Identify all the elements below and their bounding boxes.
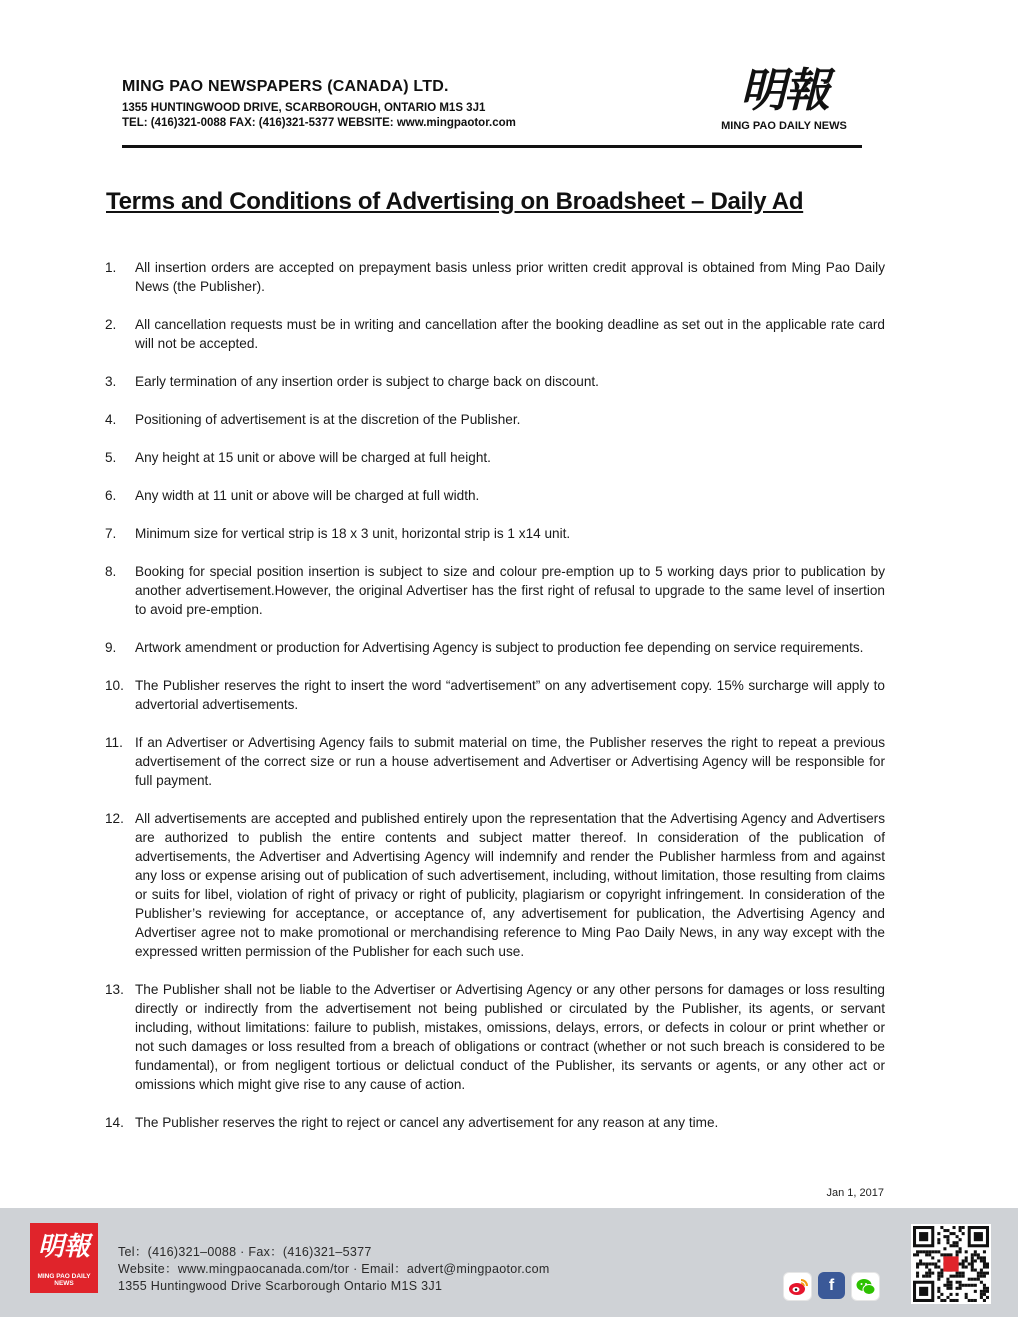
term-number: 13. bbox=[105, 982, 124, 997]
term-item bbox=[105, 809, 885, 961]
footer-website-email: Website：www.mingpaocanada.com/tor · Email：advert@mingpaotor.com bbox=[118, 1262, 550, 1276]
footer-logo-chinese: 明報 bbox=[37, 1232, 90, 1262]
term-text: Minimum size for vertical strip is 18 x 3 unit, horizontal strip is 1 x14 unit. bbox=[135, 526, 571, 541]
term-text: Artwork amendment or production for Advertising Agency is subject to production fee depending on service requirements. bbox=[135, 640, 864, 655]
term-number: 4. bbox=[105, 412, 117, 427]
footer-logo-english: MING PAO DAILY NEWS bbox=[37, 1273, 91, 1287]
term-number: 1. bbox=[105, 260, 117, 275]
header-divider bbox=[122, 145, 862, 148]
term-item bbox=[105, 372, 885, 391]
company-address: 1355 HUNTINGWOOD DRIVE, SCARBOROUGH, ONTARIO M1S 3J1 bbox=[122, 102, 486, 114]
term-text: All cancellation requests must be in writing and cancellation after the booking deadline as set out in the applicable rate card will not be accepted. bbox=[135, 317, 885, 351]
term-item bbox=[105, 1113, 885, 1132]
term-number: 9. bbox=[105, 640, 117, 655]
footer-contact-info bbox=[118, 1244, 550, 1295]
qr-code bbox=[911, 1224, 991, 1304]
logo-english: MING PAO DAILY NEWS bbox=[721, 120, 847, 132]
document-date: Jan 1, 2017 bbox=[826, 1187, 884, 1199]
term-number: 7. bbox=[105, 526, 117, 541]
wechat-icon[interactable] bbox=[851, 1272, 880, 1301]
footer-phone-fax: Tel：(416)321–0088 · Fax：(416)321–5377 bbox=[118, 1245, 372, 1259]
term-item bbox=[105, 562, 885, 619]
term-item bbox=[105, 733, 885, 790]
term-number: 14. bbox=[105, 1115, 124, 1130]
term-number: 8. bbox=[105, 564, 117, 579]
term-text: Any width at 11 unit or above will be charged at full width. bbox=[135, 488, 480, 503]
term-number: 2. bbox=[105, 317, 117, 332]
terms-list bbox=[105, 258, 885, 1151]
facebook-icon[interactable]: f bbox=[818, 1272, 845, 1299]
term-number: 11. bbox=[105, 735, 123, 750]
footer-logo bbox=[30, 1223, 98, 1293]
term-item bbox=[105, 410, 885, 429]
company-contact: TEL: (416)321-0088 FAX: (416)321-5377 WEBSITE: www.mingpaotor.com bbox=[122, 117, 516, 129]
term-text: The Publisher reserves the right to reject or cancel any advertisement for any reason at any time. bbox=[135, 1115, 719, 1130]
term-number: 12. bbox=[105, 811, 124, 826]
social-links bbox=[783, 1272, 880, 1301]
company-name: MING PAO NEWSPAPERS (CANADA) LTD. bbox=[122, 78, 449, 95]
footer-bar bbox=[0, 1208, 1018, 1317]
term-text: The Publisher reserves the right to insert the word “advertisement” on any advertisement copy. 15% surcharge will apply to advertorial advertisements. bbox=[135, 678, 885, 712]
term-text: Early termination of any insertion order is subject to charge back on discount. bbox=[135, 374, 599, 389]
term-item bbox=[105, 258, 885, 296]
weibo-icon[interactable] bbox=[783, 1272, 812, 1301]
term-text: Any height at 15 unit or above will be charged at full height. bbox=[135, 450, 491, 465]
term-text: The Publisher shall not be liable to the Advertiser or Advertising Agency or any other persons for damages or loss resulting directly or indirectly from the advertisement not being published or circulated by the Publisher, its agents, or servant including, without limitations: failure to publish, mistakes, omissions, delays, errors, or defects in colour or print whether or not such damages or loss resulted from a breach of obligations or contract (whether or not such breach is considered to be fundamental), or from negligent tortious or delictual conduct of the Publisher, its servants or agents, or any other act or omissions which might give rise to any cause of action. bbox=[135, 982, 885, 1092]
footer-address: 1355 Huntingwood Drive Scarborough Ontario M1S 3J1 bbox=[118, 1279, 443, 1293]
term-number: 6. bbox=[105, 488, 117, 503]
term-number: 5. bbox=[105, 450, 117, 465]
term-text: Booking for special position insertion is subject to size and colour pre-emption up to 5 working days prior to publication by another advertisement.However, the original Advertiser has the first right of refusal to upgrade to the same level of insertion to avoid pre-emption. bbox=[135, 564, 885, 617]
term-item bbox=[105, 315, 885, 353]
qr-code-graphic bbox=[913, 1226, 989, 1302]
term-item bbox=[105, 980, 885, 1094]
term-item bbox=[105, 676, 885, 714]
page-title: Terms and Conditions of Advertising on Broadsheet – Daily Ad bbox=[106, 188, 804, 215]
term-number: 10. bbox=[105, 678, 124, 693]
term-item bbox=[105, 486, 885, 505]
term-item bbox=[105, 638, 885, 657]
header-logo bbox=[704, 62, 864, 132]
term-text: All insertion orders are accepted on prepayment basis unless prior written credit approval is obtained from Ming Pao Daily News (the Publisher). bbox=[135, 260, 885, 294]
term-item bbox=[105, 448, 885, 467]
term-text: Positioning of advertisement is at the discretion of the Publisher. bbox=[135, 412, 521, 427]
term-text: All advertisements are accepted and published entirely upon the representation that the Advertising Agency and Advertisers are authorized to publish the entire contents and subject matter thereof. In consideration of the publication of advertisements, the Advertiser and Advertising Agency will indemnify and render the Publisher harmless from and against any loss or expense arising out of publication of such advertisement, including, without limitation, those resulting from claims or suits for libel, violation of right of privacy or right of publicity, plagiarism or copyright infringement. In consideration of the Publisher’s reviewing for acceptance, or acceptance of, any advertisement for publication, the Advertising Agency and Advertiser agree not to make promotional or merchandising reference to Ming Pao Daily News, in any way except with the expressed written permission of the Publisher for each such use. bbox=[135, 811, 885, 959]
term-item bbox=[105, 524, 885, 543]
term-number: 3. bbox=[105, 374, 117, 389]
term-text: If an Advertiser or Advertising Agency fails to submit material on time, the Publisher reserves the right to repeat a previous advertisement of the correct size or run a house advertisement and Advertiser or Advertising Agency will be responsible for full payment. bbox=[135, 735, 885, 788]
logo-chinese: 明報 bbox=[740, 63, 828, 117]
